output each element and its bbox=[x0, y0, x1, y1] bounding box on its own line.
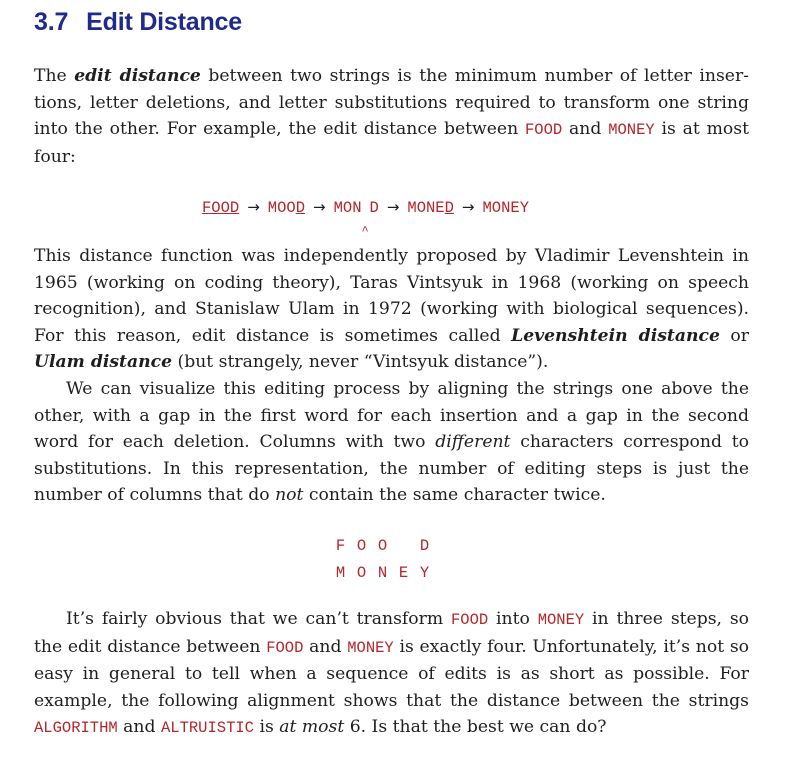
term-ulam: Ulam distance bbox=[34, 352, 173, 373]
emphasis: at most bbox=[279, 717, 345, 738]
text: or bbox=[719, 325, 749, 346]
text: between two strings is the minimum number of letter inser-tions, letter deletions, and letter substitutions required to transform one string into the other. For example, the edit distance between bbox=[34, 66, 749, 140]
text: characters correspond to substitutions. In this representation, the number of editing steps is just the number of columns that do bbox=[34, 432, 749, 506]
text: is exactly four. Unfortunately, it’s not so easy in general to tell when a sequence of edits is as short as possible. For example, the following alignment shows that the distance between the strings bbox=[34, 636, 750, 711]
code-word: ALTRUISTIC bbox=[160, 719, 254, 738]
sequence-step bbox=[268, 199, 305, 217]
text: We can visualize this editing process by aligning the strings one above the other, with a gap in the first word for each insertion and a gap in the second word for each deletion. Columns with two bbox=[34, 378, 749, 453]
emphasis: different bbox=[435, 432, 511, 453]
code-word: MONEY bbox=[347, 638, 394, 657]
paragraph-conclusion bbox=[34, 606, 749, 742]
code-word: FOOD bbox=[450, 611, 489, 629]
alignment-top-row bbox=[330, 537, 435, 555]
text: D bbox=[295, 199, 306, 217]
text: contain the same character twice. bbox=[303, 485, 606, 506]
sequence-step bbox=[407, 199, 454, 217]
text: is bbox=[253, 717, 280, 738]
alignment-char: E bbox=[398, 564, 409, 582]
text: It’s fairly obvious that we can’t transform bbox=[66, 609, 451, 629]
sequence-step: FOOD bbox=[202, 199, 240, 217]
text: in three steps, so the edit distance between bbox=[34, 609, 750, 657]
text: into bbox=[488, 609, 538, 629]
section-number: 3.7 bbox=[34, 8, 69, 36]
arrow: → bbox=[247, 198, 260, 216]
code-word: ALGORITHM bbox=[34, 719, 118, 738]
alignment-char: M bbox=[335, 564, 346, 582]
term-levenshtein: Levenshtein distance bbox=[511, 325, 720, 346]
text: D bbox=[369, 199, 379, 217]
text: (but strangely, never “Vintsyuk distance”). bbox=[172, 352, 549, 373]
text: D bbox=[444, 199, 454, 217]
alignment-char: O bbox=[377, 537, 388, 555]
alignment-char: N bbox=[377, 564, 388, 582]
sequence-step bbox=[334, 199, 379, 217]
edit-sequence bbox=[202, 198, 529, 217]
text: This distance function was independently proposed by Vladimir Levenshtein in 1965 (working on coding theory), Taras Vintsyuk in 1968 (working on speech recognition), and Stanislaw Ulam in 1972 (working with biological sequences). For this reason, edit distance is sometimes called bbox=[34, 246, 749, 346]
text: 6. Is that the best we can do? bbox=[344, 717, 607, 738]
sequence-step: MONEY bbox=[482, 199, 530, 217]
text: MON bbox=[333, 199, 362, 217]
alignment-char: O bbox=[356, 564, 367, 582]
arrow: → bbox=[461, 198, 475, 216]
emphasis: not bbox=[275, 485, 304, 506]
code-word: MONEY bbox=[537, 611, 585, 629]
text: The bbox=[34, 66, 75, 86]
section-title: Edit Distance bbox=[86, 8, 242, 36]
alignment-char: Y bbox=[419, 564, 430, 582]
paragraph-history bbox=[34, 243, 749, 509]
alignment-char: D bbox=[419, 537, 430, 555]
code-word: FOOD bbox=[266, 638, 304, 657]
alignment-char: F bbox=[335, 537, 346, 555]
text: MONE bbox=[407, 199, 445, 217]
text: and bbox=[562, 119, 609, 140]
arrow: → bbox=[313, 198, 326, 216]
text: MOO bbox=[267, 199, 296, 217]
code-word: FOOD bbox=[525, 121, 563, 140]
text: is at most four: bbox=[34, 119, 750, 167]
text: and bbox=[303, 636, 348, 657]
text: and bbox=[117, 717, 161, 738]
term-edit-distance: edit distance bbox=[74, 66, 201, 86]
section-heading bbox=[34, 8, 242, 37]
alignment-char: O bbox=[356, 537, 367, 555]
arrow: → bbox=[386, 198, 400, 216]
paragraph-intro bbox=[34, 63, 749, 170]
alignment-bottom-row bbox=[330, 564, 435, 582]
code-word: MONEY bbox=[608, 121, 655, 140]
